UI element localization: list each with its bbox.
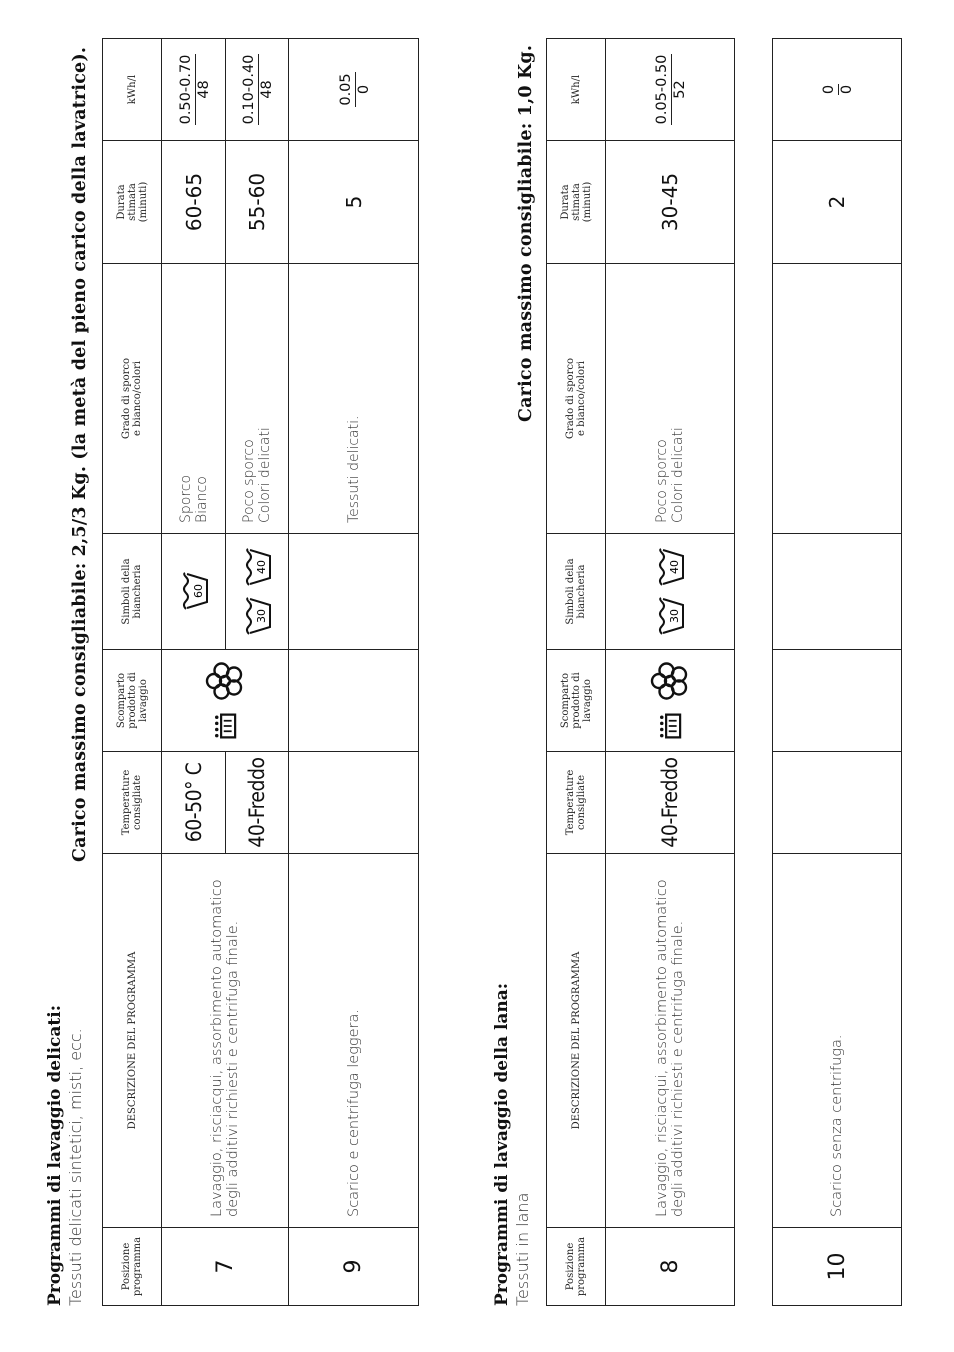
load-info-delicati: Carico massimo consigliabile: 2,5/3 Kg. (la metà del pieno carico della lavatrice).: [70, 46, 90, 862]
position-cell: 7: [162, 1228, 289, 1306]
table-row: [289, 39, 419, 1306]
compartment-cell: [606, 650, 735, 752]
header-kwh: kWh/l: [547, 39, 606, 141]
svg-text:30: 30: [255, 609, 268, 624]
wash-tub-icon: [655, 596, 685, 636]
compartment-cell: [773, 650, 902, 752]
header-soil: Grado di sporco e bianco/colori: [547, 264, 606, 534]
load-info-lana: Carico massimo consigliabile: 1,0 Kg.: [516, 44, 536, 422]
symbols-cell: [773, 534, 902, 650]
symbols-cell: [162, 534, 226, 650]
header-soil: Grado di sporco e bianco/colori: [103, 264, 162, 534]
position-cell: 9: [289, 1228, 419, 1306]
section-title-lana: Programmi di lavaggio della lana:: [492, 982, 512, 1306]
soil-cell: Poco sporco Colori delicati: [606, 264, 735, 534]
description-cell: Scarico senza centrifuga.: [773, 854, 902, 1228]
kwh-cell: 0.10-0.40 48: [226, 39, 289, 141]
header-kwh: kWh/l: [103, 39, 162, 141]
temperature-cell: [289, 752, 419, 854]
header-temperature: Temperature consigliate: [547, 752, 606, 854]
section-title-delicati: Programmi di lavaggio delicati:: [45, 1005, 65, 1306]
soil-cell: Poco sporco Colori delicati: [226, 264, 289, 534]
svg-text:60: 60: [191, 584, 205, 599]
table-delicati: [102, 38, 419, 1306]
header-description: DESCRIZIONE DEL PROGRAMMA: [103, 854, 162, 1228]
header-compartment: Scomparto prodotto di lavaggio: [547, 650, 606, 752]
table-lana-drain: [772, 38, 902, 1306]
table-row: [773, 39, 902, 1306]
detergent-box-icon: [659, 712, 682, 740]
detergent-box-icon: [214, 712, 237, 740]
header-temperature: Temperature consigliate: [103, 752, 162, 854]
table-row: [162, 39, 226, 1306]
duration-cell: 55-60: [226, 141, 289, 264]
svg-text:40: 40: [668, 559, 681, 574]
header-symbols: Simboli della biancheria: [547, 534, 606, 650]
wash-tub-icon: [655, 547, 685, 587]
header-compartment: Scomparto prodotto di lavaggio: [103, 650, 162, 752]
kwh-cell: 0.05-0.50 52: [606, 39, 735, 141]
temperature-cell: [773, 752, 902, 854]
description-cell: Scarico e centrifuga leggera.: [289, 854, 419, 1228]
wash-tub-icon: [242, 596, 272, 636]
position-cell: 10: [773, 1228, 902, 1306]
flower-softener-icon: [650, 661, 690, 701]
duration-cell: 5: [289, 141, 419, 264]
flower-softener-icon: [205, 661, 245, 701]
duration-cell: 2: [773, 141, 902, 264]
symbols-cell: [226, 534, 289, 650]
table-row: [606, 39, 735, 1306]
kwh-cell: 0.05 0: [289, 39, 419, 141]
header-duration: Durata stimata (minuti): [103, 141, 162, 264]
temperature-cell: 40-Freddo: [226, 752, 289, 854]
soil-cell: [773, 264, 902, 534]
section-subtitle-lana: Tessuti in lana: [513, 1192, 532, 1306]
compartment-cell: [162, 650, 289, 752]
header-symbols: Simboli della biancheria: [103, 534, 162, 650]
soil-cell: Sporco Bianco: [162, 264, 226, 534]
compartment-cell: [289, 650, 419, 752]
temperature-cell: 40-Freddo: [606, 752, 735, 854]
kwh-cell: 0.50-0.70 48: [162, 39, 226, 141]
duration-cell: 30-45: [606, 141, 735, 264]
table-lana: [546, 38, 735, 1306]
soil-cell: Tessuti delicati.: [289, 264, 419, 534]
header-duration: Durata stimata (minuti): [547, 141, 606, 264]
description-cell: Lavaggio, risciacqui, assorbimento automatico degli additivi richiesti e centrifuga finale.: [162, 854, 289, 1228]
svg-text:40: 40: [255, 559, 268, 574]
position-cell: 8: [606, 1228, 735, 1306]
symbols-cell: [606, 534, 735, 650]
kwh-cell: 0 0: [773, 39, 902, 141]
table-header-row: [547, 39, 606, 1306]
duration-cell: 60-65: [162, 141, 226, 264]
section-subtitle-delicati: Tessuti delicati sintetici, misti, ecc.: [66, 1028, 85, 1306]
wash-tub-icon: [242, 547, 272, 587]
header-description: DESCRIZIONE DEL PROGRAMMA: [547, 854, 606, 1228]
svg-text:30: 30: [668, 609, 681, 624]
table-header-row: [103, 39, 162, 1306]
symbols-cell: [289, 534, 419, 650]
wash-tub-icon: [179, 572, 209, 612]
header-position: Posizione programma: [547, 1228, 606, 1306]
temperature-cell: 60-50° C: [162, 752, 226, 854]
header-position: Posizione programma: [103, 1228, 162, 1306]
description-cell: Lavaggio, risciacqui, assorbimento automatico degli additivi richiesti e centrifuga finale.: [606, 854, 735, 1228]
